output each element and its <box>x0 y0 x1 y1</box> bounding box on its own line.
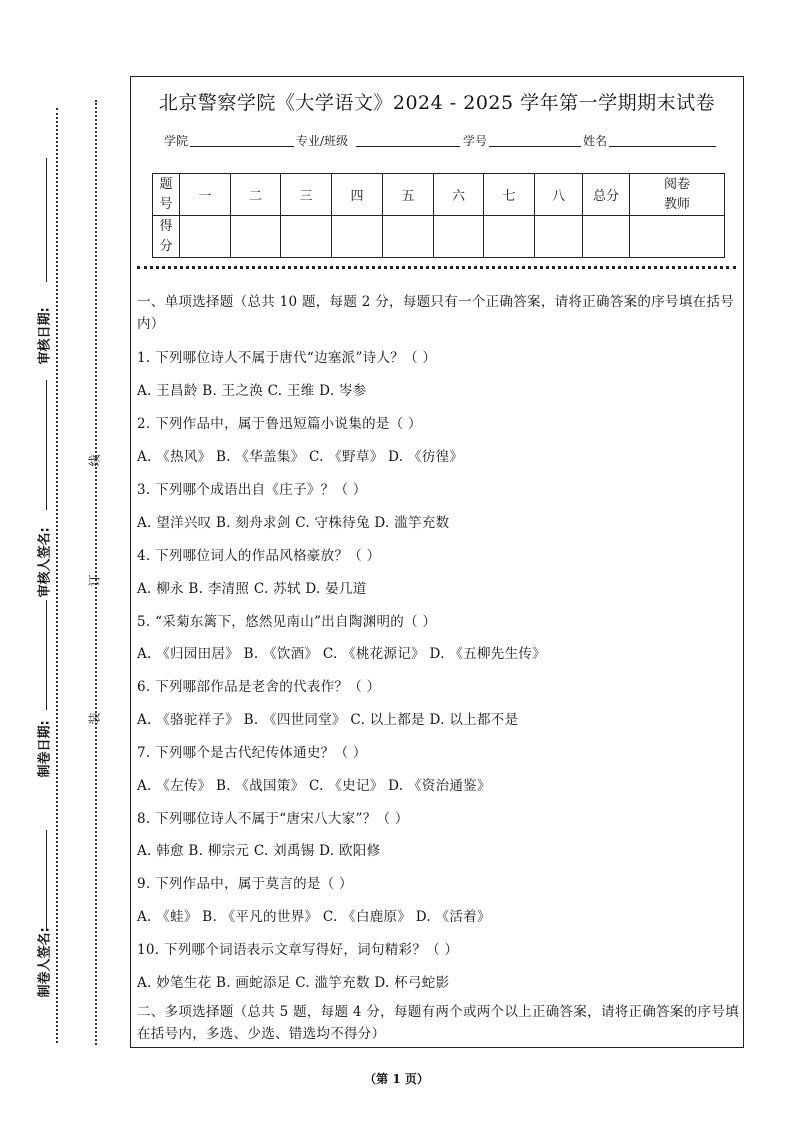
score-cell[interactable] <box>332 216 383 258</box>
student-id-field[interactable] <box>489 146 581 147</box>
major-class-label: 专业/班级 <box>296 134 349 148</box>
options-1: A. 王昌龄 B. 王之涣 C. 王维 D. 岑参 <box>137 383 367 399</box>
options-2: A. 《热风》 B. 《华盖集》 C. 《野草》 D. 《彷徨》 <box>137 449 464 465</box>
options-5: A. 《归园田居》 B. 《饮酒》 C. 《桃花源记》 D. 《五柳先生传》 <box>137 646 546 662</box>
sidebar-line-2 <box>46 380 47 510</box>
binding-char-line: 线 <box>87 454 102 467</box>
col-header: 总分 <box>583 174 630 216</box>
options-10: A. 妙笔生花 B. 画蛇添足 C. 滥竽充数 D. 杯弓蛇影 <box>137 975 450 991</box>
college-field[interactable] <box>190 146 294 147</box>
question-3: 3. 下列哪个成语出自《庄子》？（ ） <box>137 482 367 498</box>
page-number: （第 1 页） <box>364 1072 429 1086</box>
question-5: 5. “采菊东篱下，悠然见南山”出自陶渊明的（ ） <box>137 614 437 630</box>
binding-dotted-line-right <box>95 100 97 1045</box>
col-header: 二 <box>231 174 281 216</box>
options-3: A. 望洋兴叹 B. 刻舟求剑 C. 守株待兔 D. 滥竽充数 <box>137 515 450 531</box>
question-8: 8. 下列哪位诗人不属于“唐宋八大家”？（ ） <box>137 811 409 827</box>
options-7: A. 《左传》 B. 《战国策》 C. 《史记》 D. 《资治通鉴》 <box>137 778 491 794</box>
score-cell[interactable] <box>180 216 231 258</box>
col-header: 五 <box>383 174 434 216</box>
row-label-score <box>153 216 180 258</box>
options-9: A. 《蛙》 B. 《平凡的世界》 C. 《白鹿原》 D. 《活着》 <box>137 909 491 925</box>
options-8: A. 韩愈 B. 柳宗元 C. 刘禹锡 D. 欧阳修 <box>137 843 381 859</box>
col-header: 六 <box>434 174 484 216</box>
paper-date-label: 制卷日期: <box>37 720 53 778</box>
student-id-label: 学号 <box>463 134 488 148</box>
row-label-question-no <box>153 174 180 216</box>
score-cell[interactable] <box>383 216 434 258</box>
college-label: 学院 <box>164 134 189 148</box>
grader-label: 阅卷教师 <box>663 176 690 212</box>
reviewer-signature-label: 审核人签名: <box>37 527 53 598</box>
score-cell[interactable] <box>281 216 332 258</box>
score-table <box>152 173 725 258</box>
question-7: 7. 下列哪个是古代纪传体通史？（ ） <box>137 745 367 761</box>
exam-title: 北京警察学院《大学语文》2024 - 2025 学年第一学期期末试卷 <box>158 92 716 114</box>
name-field[interactable] <box>609 146 716 147</box>
binding-dotted-line-left <box>56 108 58 1043</box>
col-header: 七 <box>484 174 535 216</box>
col-header: 一 <box>180 174 231 216</box>
col-header: 三 <box>281 174 332 216</box>
score-cell[interactable] <box>583 216 630 258</box>
score-cell[interactable] <box>535 216 583 258</box>
question-9: 9. 下列作品中，属于莫言的是（ ） <box>137 876 353 892</box>
col-header: 八 <box>535 174 583 216</box>
question-6: 6. 下列哪部作品是老舍的代表作？（ ） <box>137 679 381 695</box>
question-4: 4. 下列哪位词人的作品风格豪放？（ ） <box>137 548 381 564</box>
paper-maker-signature-label: 制卷人签名: <box>37 927 53 998</box>
col-header: 四 <box>332 174 383 216</box>
section2-heading: 二、多项选择题（总共 5 题，每题 4 分，每题有两个或两个以上正确答案，请将正确答案的序号填在括号内，多选、少选、错选均不得分） <box>137 1004 739 1042</box>
row-label-text: 得分 <box>159 218 173 254</box>
major-class-field[interactable] <box>356 146 460 147</box>
review-date-label: 审核日期: <box>37 307 53 365</box>
score-cell[interactable] <box>630 216 725 258</box>
score-cell[interactable] <box>231 216 281 258</box>
question-10: 10. 下列哪个词语表示文章写得好，词句精彩？（ ） <box>137 942 459 958</box>
options-6: A. 《骆驼祥子》 B. 《四世同堂》 C. 以上都是 D. 以上都不是 <box>137 712 519 728</box>
score-cell[interactable] <box>484 216 535 258</box>
sidebar-line-3 <box>46 600 47 710</box>
question-2: 2. 下列作品中，属于鲁迅短篇小说集的是（ ） <box>137 416 422 432</box>
score-cell[interactable] <box>434 216 484 258</box>
col-header <box>630 174 725 216</box>
sidebar-line-1 <box>46 158 47 282</box>
row-label-text: 题号 <box>159 176 173 212</box>
options-4: A. 柳永 B. 李清照 C. 苏轼 D. 晏几道 <box>137 581 367 597</box>
dotted-separator <box>137 266 736 269</box>
binding-char-bind: 装 <box>87 712 102 725</box>
question-1: 1. 下列哪位诗人不属于唐代“边塞派”诗人？（ ） <box>137 350 437 366</box>
section1-heading: 一、单项选择题（总共 10 题，每题 2 分，每题只有一个正确答案，请将正确答案的序号填在括号内） <box>137 294 735 332</box>
binding-char-order: 订 <box>87 574 102 587</box>
name-label: 姓名 <box>583 134 608 148</box>
